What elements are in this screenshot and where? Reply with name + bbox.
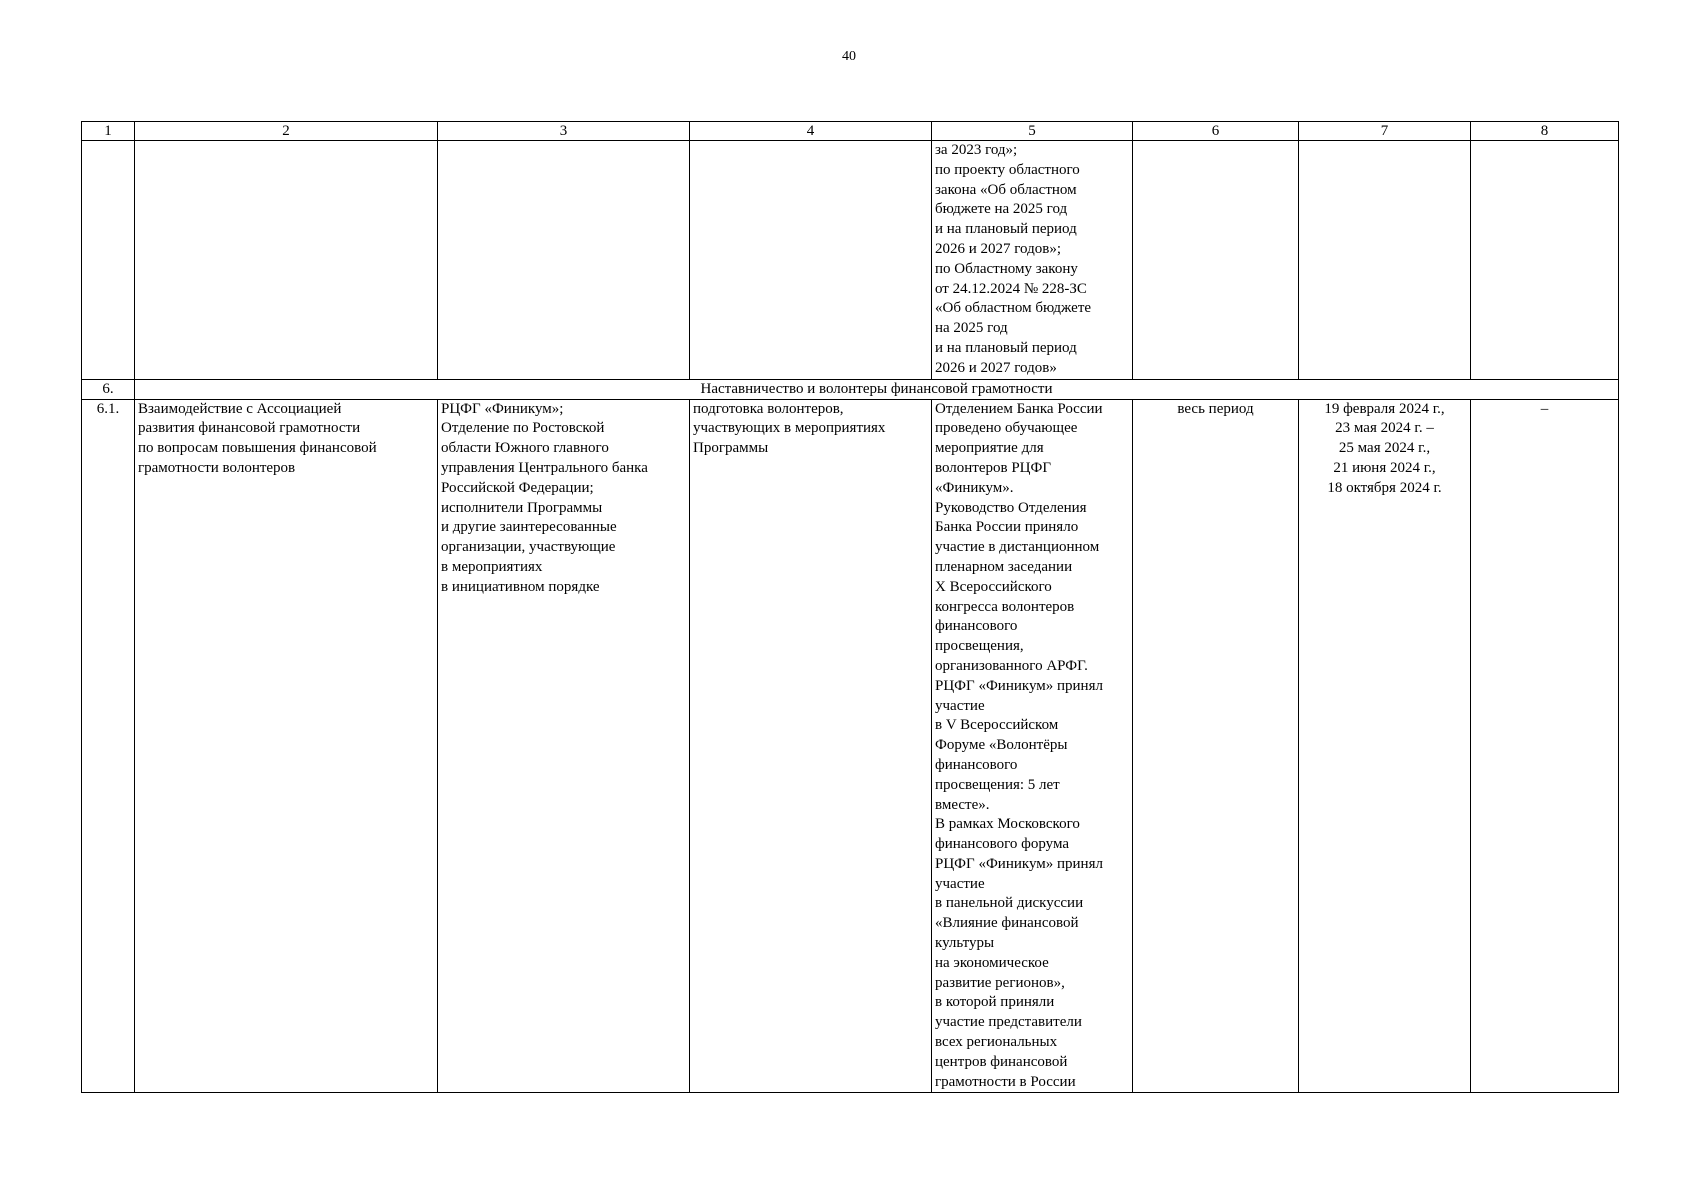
page-number: 40 (842, 49, 856, 64)
column-number: 6 (1133, 122, 1299, 141)
cell-actual-result: Отделением Банка России проведено обучающее мероприятие для волонтеров РЦФГ «Финикум». Руководство Отделения Банка России приняло участие в дистанционном пленарном заседании X Всероссийского конгресса волонтеров финансового просвещения, организованного АРФГ. РЦФГ «Финикум» принял участие в V Всероссийском Форуме «Волонтёры финансового просвещения: 5 лет вместе». В рамках Московского финансового форума РЦФГ «Финикум» принял участие в панельной дискуссии «Влияние финансовой культуры на экономическое развитие регионов», в которой приняли участие представители всех региональных центров финансовой грамотности в России (932, 399, 1133, 1093)
cell-notes: – (1471, 399, 1619, 1093)
cell-number: 6.1. (82, 399, 135, 1093)
table-row-6-1 (82, 399, 1619, 1093)
cell-executors (438, 141, 690, 380)
report-table (81, 121, 1619, 1093)
cell-activity: Взаимодействие с Ассоциацией развития финансовой грамотности по вопросам повышения финансовой грамотности волонтеров (135, 399, 438, 1093)
cell-actual-date (1299, 141, 1471, 380)
cell-executors: РЦФГ «Финикум»; Отделение по Ростовской области Южного главного управления Центрального банка Российской Федерации; исполнители Программы и другие заинтересованные организации, участвующие в мероприятиях в инициативном порядке (438, 399, 690, 1093)
cell-activity (135, 141, 438, 380)
column-number-row (82, 122, 1619, 141)
cell-planned-date: весь период (1133, 399, 1299, 1093)
cell-notes (1471, 141, 1619, 380)
cell-expected-result (690, 141, 932, 380)
column-number: 8 (1471, 122, 1619, 141)
section-row (82, 379, 1619, 399)
cell-expected-result: подготовка волонтеров, участвующих в мероприятиях Программы (690, 399, 932, 1093)
section-number: 6. (82, 379, 135, 399)
column-number: 4 (690, 122, 932, 141)
section-title: Наставничество и волонтеры финансовой грамотности (135, 379, 1619, 399)
cell-actual-result: за 2023 год»; по проекту областного закона «Об областном бюджете на 2025 год и на плановый период 2026 и 2027 годов»; по Областному закону от 24.12.2024 № 228-ЗС «Об областном бюджете на 2025 год и на плановый период 2026 и 2027 годов» (932, 141, 1133, 380)
column-number: 2 (135, 122, 438, 141)
cell-actual-date: 19 февраля 2024 г., 23 мая 2024 г. – 25 мая 2024 г., 21 июня 2024 г., 18 октября 2024 г. (1299, 399, 1471, 1093)
column-number: 5 (932, 122, 1133, 141)
column-number: 3 (438, 122, 690, 141)
cell-planned-date (1133, 141, 1299, 380)
cell-number (82, 141, 135, 380)
column-number: 1 (82, 122, 135, 141)
table-row-continued (82, 141, 1619, 380)
column-number: 7 (1299, 122, 1471, 141)
